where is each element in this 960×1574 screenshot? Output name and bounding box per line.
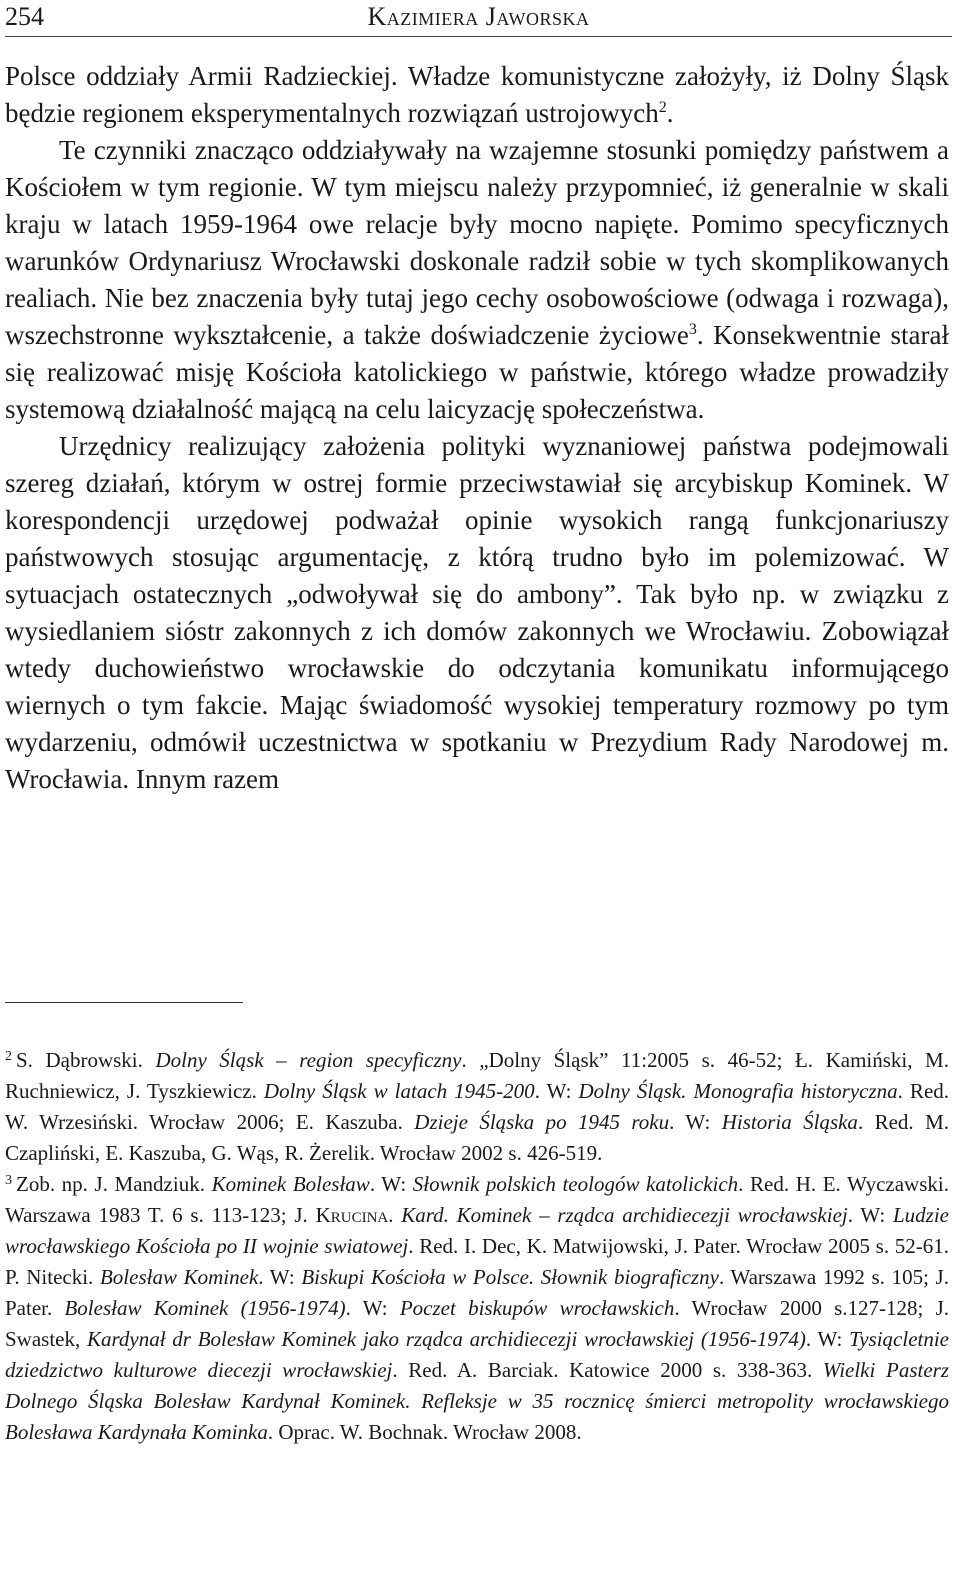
fn2-text: . W: (669, 1110, 722, 1134)
footnote-ref-2[interactable]: 2 (658, 99, 667, 116)
footnote-3-mark: 3 (5, 1173, 12, 1188)
fn3-title: Kard. Kominek – rządca archidiecezji wrocławskiej (401, 1203, 848, 1227)
paragraph-2-text: Te czynniki znacząco oddziaływały na wzajemne stosunki pomiędzy państwem a Kościołem w tym regionie. W tym miejscu należy przypomnieć, iż generalnie w skali kraju w latach 1959-1964 owe relacje były mocno napięte. Pomimo specyficznych warunków Ordynariusz Wrocławski doskonale radził sobie w tych skomplikowanych realiach. Nie bez znaczenia były tutaj jego cechy osobowościowe (odwaga i rozwaga), wszechstronne wykształcenie, a także doświadczenie życiowe (5, 135, 949, 350)
fn3-title: Tysiącletnie dziedzictwo kulturowe diecezji wrocławskiej (5, 1327, 950, 1382)
fn3-text: . (388, 1203, 402, 1227)
paragraph-1-end: . (666, 98, 674, 128)
fn3-title: Poczet biskupów wrocławskich (399, 1296, 675, 1320)
fn3-text: Zob. np. J. Mandziuk. (16, 1172, 212, 1196)
footnote-3 (5, 1169, 949, 1448)
fn3-text: . Warszawa 1992 s. 105; J. Pater. (5, 1265, 949, 1320)
fn3-author-smallcaps: Krucina (315, 1203, 389, 1227)
page-header (5, 0, 952, 37)
fn2-title: Dzieje Śląska po 1945 roku (414, 1110, 670, 1134)
fn3-title: Słownik polskich teologów katolickich (412, 1172, 739, 1196)
page-number: 254 (5, 2, 44, 31)
paragraph-2 (5, 132, 949, 428)
running-head-author: Kazimiera Jaworska (367, 2, 590, 31)
fn3-text: . W: (345, 1296, 400, 1320)
paragraph-3: Urzędnicy realizujący założenia polityki wyznaniowej państwa podejmowali szereg działań, którym w ostrej formie przeciwstawiał się arcybiskup Kominek. W korespondencji urzędowej podważał opinie wysokich rangą funkcjonariuszy państwowych stosując argumentację, z którą trudno było im polemizować. W sytuacjach ostatecznych „odwoływał się do ambony”. Tak było np. w związku z wysiedlaniem sióstr zakonnych z ich domów zakonnych we Wrocławiu. Zobowiązał wtedy duchowieństwo wrocławskie do odczytania komunikatu informującego wiernych o tym fakcie. Mając świadomość wysokiej temperatury rozmowy po tym wydarzeniu, odmówił uczestnictwa w spotkaniu w Prezydium Rady Narodowej m. Wrocławia. Innym razem (5, 431, 949, 794)
fn3-text: . Red. H. E. Wyczawski. Warszawa 1983 T. 6 s. 113-123; J. (5, 1172, 949, 1227)
fn3-text: . W: (258, 1265, 302, 1289)
paragraph-2-end: . Konsekwentnie starał się realizować misję Kościoła katolickiego w państwie, którego władze prowadziły systemową działalność mającą na celu laicyzację społeczeństwa. (5, 320, 949, 424)
fn3-title: Biskupi Kościoła w Polsce. Słownik biograficzny (301, 1265, 719, 1289)
fn2-title: Historia Śląska (721, 1110, 858, 1134)
fn3-title: Bolesław Kominek (1956-1974) (64, 1296, 346, 1320)
main-text (5, 58, 949, 798)
fn3-text: . W: (369, 1172, 413, 1196)
footnotes (5, 1045, 949, 1448)
fn2-title: Dolny Śląsk – region specyficzny (155, 1048, 462, 1072)
footnote-separator (5, 1002, 243, 1003)
fn3-title: Kardynał dr Bolesław Kominek jako rządca archidiecezji wrocławskiej (1956-1974) (87, 1327, 806, 1351)
fn3-text: . W: (805, 1327, 850, 1351)
fn2-title: Dolny Śląsk. Monografia historyczna (578, 1079, 898, 1103)
fn2-text: . W: (534, 1079, 579, 1103)
paragraph-1 (5, 58, 949, 132)
fn3-title: Kominek Bolesław (211, 1172, 370, 1196)
fn2-text: . Red. M. Czapliński, E. Kaszuba, G. Wąs, R. Żerelik. Wrocław 2002 s. 426-519. (5, 1110, 950, 1165)
fn2-text: . Red. W. Wrzesiński. Wrocław 2006; E. Kaszuba. (5, 1079, 950, 1134)
footnote-2-mark: 2 (5, 1049, 12, 1064)
fn3-text: . Oprac. W. Bochnak. Wrocław 2008. (267, 1420, 582, 1444)
fn2-text: . „Dolny Śląsk” 11:2005 s. 46-52; Ł. Kamiński, M. Ruchniewicz, J. Tyszkiewicz. (5, 1048, 949, 1103)
fn3-text: . Wrocław 2000 s.127-128; J. Swastek, (5, 1296, 949, 1351)
fn3-title: Bolesław Kominek (99, 1265, 259, 1289)
fn3-text: . Red. A. Barciak. Katowice 2000 s. 338-363. (392, 1358, 823, 1382)
footnote-ref-3[interactable]: 3 (688, 321, 697, 338)
fn2-text: S. Dąbrowski. (16, 1048, 156, 1072)
fn3-title: Wielki Pasterz Dolnego Śląska Bolesław Kardynał Kominek. Refleksje w 35 rocznicę śmierci metropolity wrocławskiego Bolesława Kardynała Kominka (5, 1358, 949, 1444)
fn3-text: . W: (847, 1203, 893, 1227)
paragraph-1-text: Polsce oddziały Armii Radzieckiej. Władze komunistyczne założyły, iż Dolny Śląsk będzie regionem eksperymentalnych rozwiązań ustrojowych (5, 61, 949, 128)
footnote-2 (5, 1045, 949, 1169)
fn3-title: Ludzie wrocławskiego Kościoła po II wojnie swiatowej (5, 1203, 950, 1258)
fn2-title: Dolny Śląsk w latach 1945-200 (263, 1079, 535, 1103)
fn3-text: . Red. I. Dec, K. Matwijowski, J. Pater. Wrocław 2005 s. 52-61. P. Nitecki. (5, 1234, 949, 1289)
